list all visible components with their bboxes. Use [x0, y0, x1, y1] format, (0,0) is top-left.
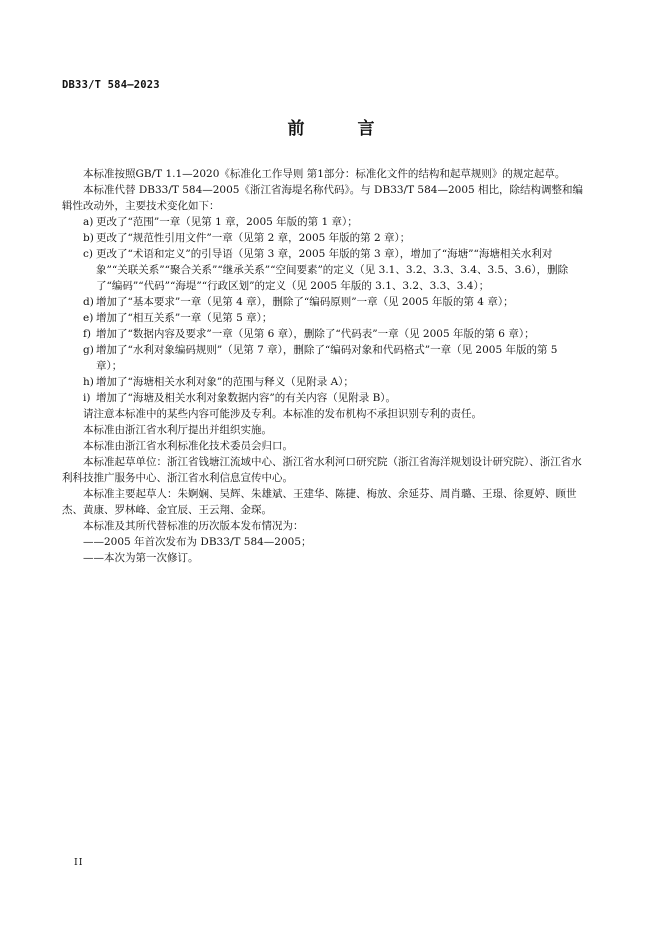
list-item-text: 更改了“规范性引用文件”一章（见第 2 章，2005 年版的第 2 章）；	[96, 232, 411, 244]
list-marker: f)	[83, 328, 91, 340]
paragraph: 请注意本标准中的某些内容可能涉及专利。本标准的发布机构不承担识别专利的责任。	[83, 408, 482, 420]
list-item-text: 增加了“海塘及相关水利对象数据内容”的有关内容（见附录 B）。	[96, 392, 397, 404]
list-marker: b)	[83, 232, 94, 244]
list-marker: g)	[83, 344, 94, 356]
page-title: 前 言	[287, 119, 393, 139]
paragraph: 本标准主要起草人：朱婀娴、吴辉、朱雄斌、王建华、陈捷、梅放、余延芬、周肖璐、王璟、徐夏婷、顾世杰、黄康、罗林峰、金宜辰、王云翔、金琛。	[62, 488, 577, 516]
list-marker: i)	[83, 392, 91, 404]
list-marker: h)	[83, 376, 94, 388]
list-item	[62, 230, 584, 246]
list-item	[62, 374, 584, 390]
list-item	[62, 294, 584, 310]
list-item	[62, 310, 584, 326]
foreword-body	[62, 166, 584, 566]
history-entry: ——本次为第一次修订。	[83, 552, 199, 564]
standard-code: DB33/T 584—2023	[62, 79, 160, 91]
list-item-text: 增加了“相互关系”一章（见第 5 章）；	[96, 312, 273, 324]
list-marker: a)	[83, 216, 94, 228]
list-item-text: 增加了“水利对象编码规则”（见第 7 章），删除了“编码对象和代码格式”一章（见 2005 年版的第 5 章）；	[96, 344, 558, 372]
list-item	[62, 342, 584, 374]
page-number: II	[74, 857, 84, 868]
list-item	[62, 326, 584, 342]
list-marker: d)	[83, 296, 94, 308]
list-item-text: 增加了“数据内容及要求”一章（见第 6 章），删除了“代码表”一章（见 2005 年版的第 6 章）；	[96, 328, 535, 340]
paragraph: 本标准代替 DB33/T 584—2005《浙江省海堤名称代码》。与 DB33/T 584—2005 相比，除结构调整和编辑性改动外，主要技术变化如下：	[62, 184, 584, 212]
list-item-text: 更改了“范围”一章（见第 1 章，2005 年版的第 1 章）；	[96, 216, 358, 228]
change-list	[62, 214, 584, 406]
list-item-text: 更改了“术语和定义”的引导语（见第 3 章，2005 年版的第 3 章），增加了“海塘”“海塘相关水利对象”“关联关系”“聚合关系”“继承关系”“空间要素”的定义（见 3.1、3.2、3.3、3.4、3.5、3.6），删除了“编码”“代码”“海堤”“行政区划”的定义（见 2005 年版的 3.1、3.2、3.3、3.4）；	[96, 248, 569, 292]
paragraph: 本标准由浙江省水利厅提出并组织实施。	[83, 424, 272, 436]
list-item-text: 增加了“基本要求”一章（见第 4 章），删除了“编码原则”一章（见 2005 年版的第 4 章）；	[96, 296, 514, 308]
list-item	[62, 214, 584, 230]
paragraph: 本标准及其所代替标准的历次版本发布情况为：	[83, 520, 304, 532]
list-item	[62, 246, 584, 294]
paragraph: 本标准起草单位：浙江省钱塘江流域中心、浙江省水利河口研究院（浙江省海洋规划设计研究院）、浙江省水利科技推广服务中心、浙江省水利信息宣传中心。	[62, 456, 582, 484]
list-item-text: 增加了“海塘相关水利对象”的范围与释义（见附录 A）；	[96, 376, 354, 388]
list-marker: e)	[83, 312, 94, 324]
list-marker: c)	[83, 248, 93, 260]
list-item	[62, 390, 584, 406]
paragraph: 本标准由浙江省水利标准化技术委员会归口。	[83, 440, 293, 452]
paragraph: 本标准按照GB/T 1.1—2020《标准化工作导则 第1部分：标准化文件的结构和起草规则》的规定起草。	[83, 168, 566, 180]
history-entry: ——2005 年首次发布为 DB33/T 584—2005；	[83, 536, 312, 548]
